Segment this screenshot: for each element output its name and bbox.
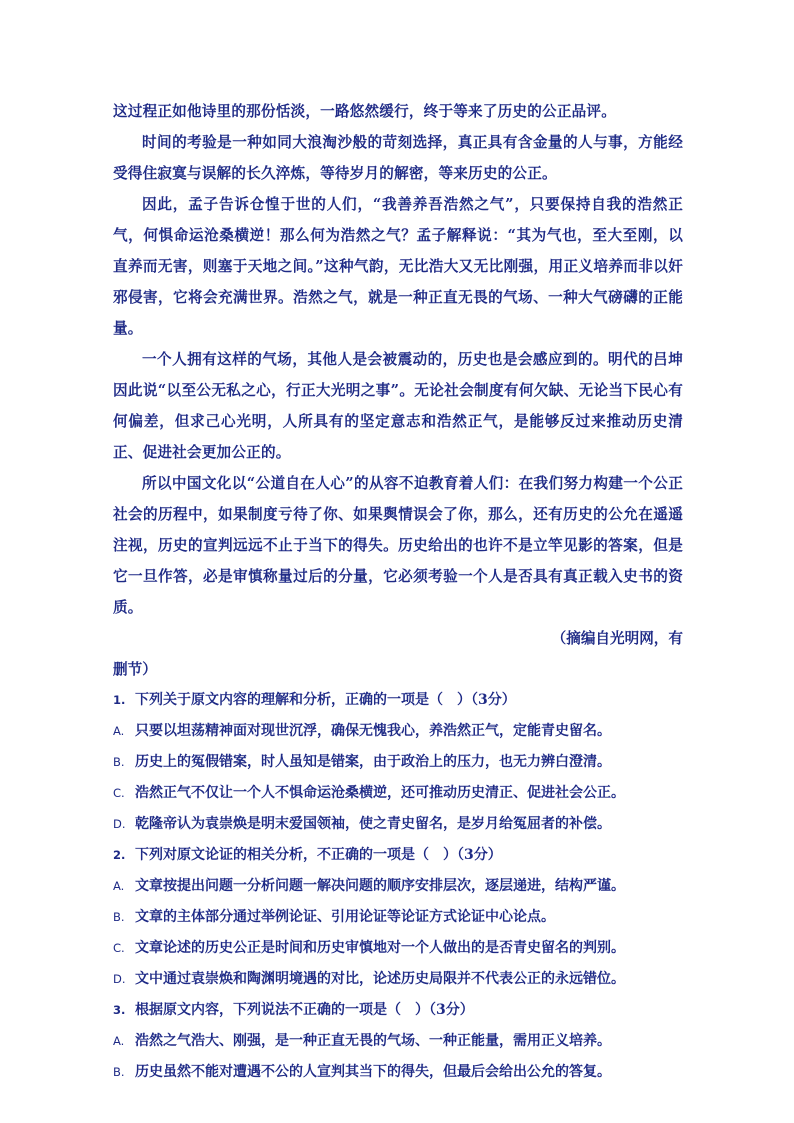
option-text: 文章按提出问题一分析问题一解决问题的顺序安排层次，逐层递进，结构严谨。 — [135, 878, 625, 894]
question-text: 根据原文内容，下列说法不正确的一项是（ ）（3分） — [135, 1002, 474, 1018]
question-number: 1. — [113, 693, 126, 707]
paragraph: 一个人拥有这样的气场，其他人是会被震动的，历史也是会感应到的。明代的吕坤因此说“以至公无私之心，行正大光明之事”。无论社会制度有何欠缺、无论当下民心有何偏差，但求己心光明，人所具有的坚定意志和浩然正气，是能够反过来推动历史清正、促进社会更加公正的。 — [113, 351, 683, 461]
option-letter: A. — [113, 1034, 125, 1048]
option-text: 文章的主体部分通过举例论证、引用论证等论证方式论证中心论点。 — [135, 909, 555, 925]
question-text: 下列关于原文内容的理解和分析，正确的一项是（ ）（3分） — [135, 692, 516, 708]
option-letter: A. — [113, 879, 125, 893]
option-d — [113, 809, 683, 840]
source-line-1: （摘编自光明网，有 — [551, 630, 683, 647]
option-text: 文章论述的历史公正是时间和历史审慎地对一个人做出的是否青史留名的判别。 — [135, 940, 625, 956]
option-a — [113, 716, 683, 747]
document-page — [113, 96, 683, 1088]
option-letter: A. — [113, 724, 125, 738]
option-letter: D. — [113, 972, 126, 986]
option-b — [113, 902, 683, 933]
option-c — [113, 933, 683, 964]
option-letter: C. — [113, 941, 125, 955]
option-text: 只要以坦荡精神面对现世沉浮，确保无愧我心，养浩然正气，定能青史留名。 — [135, 723, 611, 739]
paragraph: 因此，孟子告诉仓惶于世的人们，“我善养吾浩然之气”，只要保持自我的浩然正气，何惧命运沧桑横逆！那么何为浩然之气？孟子解释说：“其为气也，至大至刚，以直养而无害，则塞于天地之间。”这种气韵，无比浩大又无比刚强，用正义培养而非以奸邪侵害，它将会充满世界。浩然之气，就是一种正直无畏的气场、一种大气磅礴的正能量。 — [113, 196, 683, 337]
option-a — [113, 871, 683, 902]
option-d — [113, 964, 683, 995]
option-text: 文中通过袁崇焕和陶渊明境遇的对比，论述历史局限并不代表公正的永远错位。 — [135, 971, 625, 987]
paragraph-continuation: 这过程正如他诗里的那份恬淡，一路悠然缓行，终于等来了历史的公正品评。 — [113, 103, 616, 120]
option-text: 浩然正气不仅让一个人不惧命运沧桑横逆，还可推动历史清正、促进社会公正。 — [135, 785, 625, 801]
option-letter: B. — [113, 910, 125, 924]
option-b — [113, 747, 683, 778]
question-number: 3. — [113, 1003, 126, 1017]
option-b — [113, 1057, 683, 1088]
option-letter: C. — [113, 786, 125, 800]
option-text: 历史虽然不能对遭遇不公的人宣判其当下的得失，但最后会给出公允的答复。 — [135, 1064, 611, 1080]
option-a — [113, 1026, 683, 1057]
option-c — [113, 778, 683, 809]
question-2 — [113, 840, 683, 995]
question-stem — [113, 995, 683, 1026]
option-text: 浩然之气浩大、刚强，是一种正直无畏的气场、一种正能量，需用正义培养。 — [135, 1033, 611, 1049]
option-text: 历史上的冤假错案，时人虽知是错案，由于政治上的压力，也无力辨白澄清。 — [135, 754, 611, 770]
question-number: 2. — [113, 848, 126, 862]
option-text: 乾隆帝认为袁崇焕是明末爱国领袖，使之青史留名，是岁月给冤屈者的补偿。 — [135, 816, 611, 832]
paragraph: 所以中国文化以“公道自在人心”的从容不迫教育着人们：在我们努力构建一个公正社会的历程中，如果制度亏待了你、如果舆情误会了你，那么，还有历史的公允在遥遥注视，历史的宣判远远不止于当下的得失。历史给出的也许不是立竿见影的答案，但是它一旦作答，必是审慎称量过后的分量，它必须考验一个人是否具有真正载入史书的资质。 — [113, 475, 683, 616]
option-letter: B. — [113, 1065, 125, 1079]
question-1 — [113, 685, 683, 840]
question-3 — [113, 995, 683, 1088]
option-letter: B. — [113, 755, 125, 769]
source-line-2: 删节） — [113, 661, 157, 678]
source-citation — [113, 623, 683, 685]
option-letter: D. — [113, 817, 126, 831]
question-stem — [113, 840, 683, 871]
question-stem — [113, 685, 683, 716]
question-text: 下列对原文论证的相关分析，不正确的一项是（ ）（3分） — [135, 847, 502, 863]
paragraph: 时间的考验是一种如同大浪淘沙般的苛刻选择，真正具有含金量的人与事，方能经受得住寂寞与误解的长久淬炼，等待岁月的解密，等来历史的公正。 — [113, 134, 683, 182]
